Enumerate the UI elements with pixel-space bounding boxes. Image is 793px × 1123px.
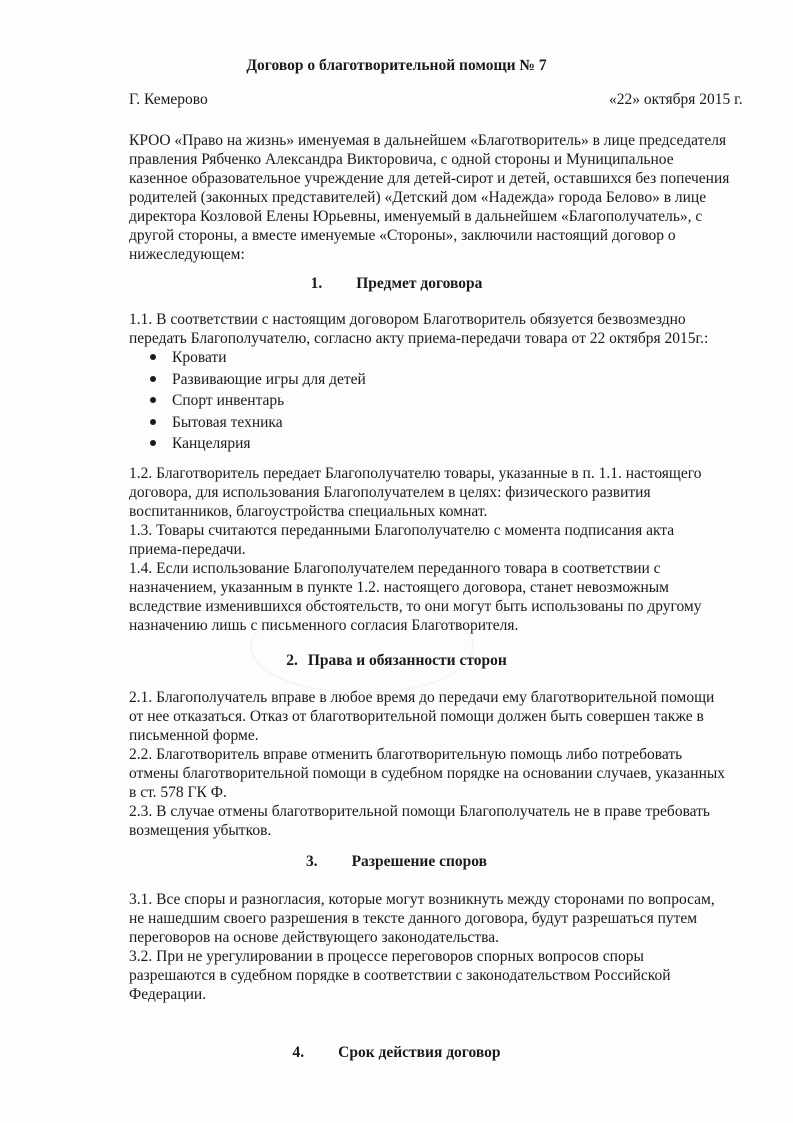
clause-line: назначением, указанным в пункте 1.2. настоящего договора, станет невозможным [129, 579, 669, 596]
section-4-heading [0, 1043, 793, 1062]
clause-line: 1.1. В соответствии с настоящим договором Благотворитель обязуется безвозмездно [129, 311, 686, 328]
list-item: Спорт инвентарь [150, 390, 366, 412]
clause-line: воспитанников, благоустройства специальных комнат. [129, 503, 488, 520]
intro-line: директора Козловой Елены Юрьевны, именуемый в дальнейшем «Благополучатель», с [129, 208, 703, 225]
clause-line: назначению лишь с письменного согласия Благотворителя. [129, 617, 519, 634]
section-number: 1. [310, 275, 323, 292]
list-item: Канцелярия [150, 433, 366, 455]
clause-line: 2.2. Благотворитель вправе отменить благотворительную помощь либо потребовать [129, 746, 683, 763]
section-title: Предмет договора [356, 275, 483, 292]
clauses-1-2-to-1-4 [129, 464, 769, 635]
contract-date: «22» октября 2015 г. [609, 91, 743, 108]
section-1-heading [0, 274, 793, 293]
section-number: 3. [305, 853, 318, 870]
clause-line: 1.3. Товары считаются переданными Благополучателю с момента подписания акта [129, 522, 675, 539]
bullet-icon [150, 397, 156, 403]
clause-line: отмены благотворительной помощи в судебном порядке на основании случаев, указанных [129, 765, 726, 782]
section-3-heading [0, 852, 793, 871]
clause-line: разрешаются в судебном порядке в соответствии с законодательством Российской [129, 967, 671, 984]
clause-line: вследствие изменившихся обстоятельств, то они могут быть использованы по другому [129, 598, 702, 615]
clause-line: не нашедшим своего разрешения в тексте данного договора, будут разрешаться путем [129, 910, 698, 927]
clause-line: 1.4. Если использование Благополучателем переданного товара в соответствии с [129, 560, 661, 577]
clause-line: от нее отказаться. Отказ от благотворительной помощи должен быть совершен также в [129, 708, 704, 725]
city-label: Г. Кемерово [129, 91, 208, 108]
clause-line: 2.3. В случае отмены благотворительной помощи Благополучатель не в праве требовать [129, 803, 711, 820]
section-3-body [129, 890, 769, 1004]
section-number: 2. [286, 652, 298, 669]
contract-title: Договор о благотворительной помощи № 7 [246, 57, 547, 74]
list-item: Развивающие игры для детей [150, 369, 366, 391]
clause-line: приема-передачи. [129, 541, 246, 558]
section-title: Срок действия договор [338, 1044, 501, 1061]
clause-line: 3.1. Все споры и разногласия, которые могут возникнуть между сторонами по вопросам, [129, 891, 715, 908]
section-2-body [129, 688, 769, 840]
intro-line: казенное образовательное учреждение для детей-сирот и детей, оставшихся без попечения [129, 170, 730, 187]
clause-line: 2.1. Благополучатель вправе в любое время до передачи ему благотворительной помощи [129, 689, 715, 706]
intro-line: родителей (законных представителей) «Детский дом «Надежда» города Белово» в лице [129, 189, 707, 206]
clause-line: 1.2. Благотворитель передает Благополучателю товары, указанные в п. 1.1. настоящего [129, 465, 702, 482]
section-title: Права и обязанности сторон [307, 652, 507, 669]
clause-line: Федерации. [129, 986, 207, 1003]
list-item: Кровати [150, 347, 366, 369]
bullet-icon [150, 440, 156, 446]
bullet-icon [150, 376, 156, 382]
list-item: Бытовая техника [150, 412, 366, 434]
bullet-icon [150, 419, 156, 425]
section-number: 4. [292, 1044, 305, 1061]
intro-line: КРОО «Право на жизнь» именуемая в дальнейшем «Благотворитель» в лице председателя [129, 132, 727, 149]
clause-line: письменной форме. [129, 727, 259, 744]
clause-line: передать Благополучателю, согласно акту приема-передачи товара от 22 октября 2015г.: [129, 330, 709, 347]
intro-line: нижеследующем: [129, 246, 245, 263]
bullet-icon [150, 354, 156, 360]
intro-line: другой стороны, а вместе именуемые «Стороны», заключили настоящий договор о [129, 227, 676, 244]
intro-paragraph [129, 131, 769, 264]
intro-line: правления Рябченко Александра Викторовича, с одной стороны и Муниципальное [129, 151, 674, 168]
clause-line: переговоров на основе действующего законодательства. [129, 929, 499, 946]
clause-line: 3.2. При не урегулировании в процессе переговоров спорных вопросов споры [129, 948, 644, 965]
clause-line: в ст. 578 ГК Ф. [129, 784, 227, 801]
section-2-heading [0, 651, 793, 670]
clause-1-1 [129, 310, 769, 348]
clause-line: возмещения убытков. [129, 822, 272, 839]
clause-line: договора, для использования Благополучателем в целях: физического развития [129, 484, 651, 501]
section-title: Разрешение споров [351, 853, 488, 870]
goods-list [150, 347, 366, 455]
